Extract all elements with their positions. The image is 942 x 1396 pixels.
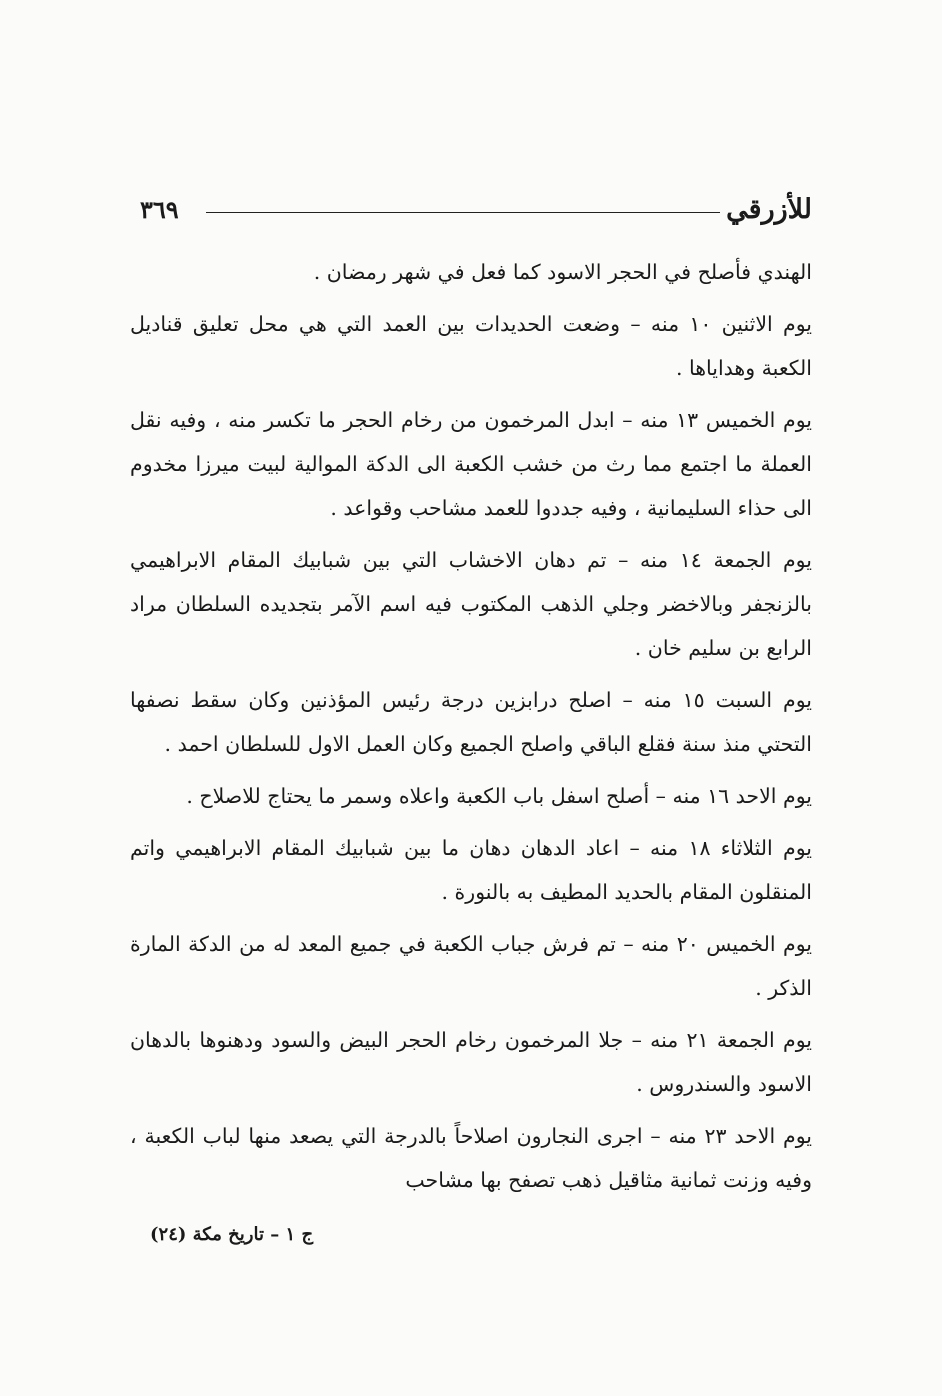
paragraph: يوم الخميس ٢٠ منه – تم فرش جباب الكعبة في جميع المعد له من الدكة المارة الذكر . (130, 932, 812, 1000)
paragraph: يوم الاحد ١٦ منه – أصلح اسفل باب الكعبة واعلاه وسمر ما يحتاج للاصلاح . (186, 784, 812, 808)
paragraph: يوم الجمعة ١٤ منه – تم دهان الاخشاب التي بين شبابيك المقام الابراهيمي بالزنجفر وبالاخضر وجلي الذهب المكتوب فيه اسم الآمر بتجديده السلطان مراد الرابع بن سليم خان . (130, 548, 812, 660)
body-text (130, 250, 812, 1210)
paragraph: يوم الاثنين ١٠ منه – وضعت الحديدات بين العمد التي هي محل تعليق قناديل الكعبة وهداياها . (130, 312, 813, 380)
paragraph: يوم الاحد ٢٣ منه – اجرى النجارون اصلاحاً بالدرجة التي يصعد منها لباب الكعبة ، وفيه وزنت ثمانية مثاقيل ذهب تصفح بها مشاحب (130, 1124, 813, 1192)
running-title: للأزرقي (726, 194, 812, 225)
paragraph: يوم الثلاثاء ١٨ منه – اعاد الدهان دهان ما بين شبابيك المقام الابراهيمي واتم المنقلون المقام بالحديد المطيف به بالنورة . (130, 836, 812, 904)
paragraph: يوم السبت ١٥ منه – اصلح درابزين درجة رئيس المؤذنين وكان سقط نصفها التحتي منذ سنة فقلع الباقي واصلح الجميع وكان العمل الاول للسلطان احمد . (130, 688, 812, 756)
paragraph: الهندي فأصلح في الحجر الاسود كما فعل في شهر رمضان . (313, 260, 812, 284)
paragraph: يوم الخميس ١٣ منه – ابدل المرخمون من رخام الحجر ما تكسر منه ، وفيه نقل العملة ما اجتمع مما رث من خشب الكعبة الى الدكة الموالية لبيت ميرزا مخدوم الى حذاء السليمانية ، وفيه جددوا للعمد مشاحب وقواعد . (130, 408, 813, 520)
paragraph: يوم الجمعة ٢١ منه – جلا المرخمون رخام الحجر البيض والسود ودهنوها بالدهان الاسود والسندروس . (130, 1028, 812, 1096)
signature-footer: ج ١ – تاريخ مكة (٢٤) (150, 1224, 314, 1245)
header-rule (206, 212, 720, 213)
page-number: ٣٦٩ (140, 195, 179, 224)
running-header (140, 188, 812, 232)
